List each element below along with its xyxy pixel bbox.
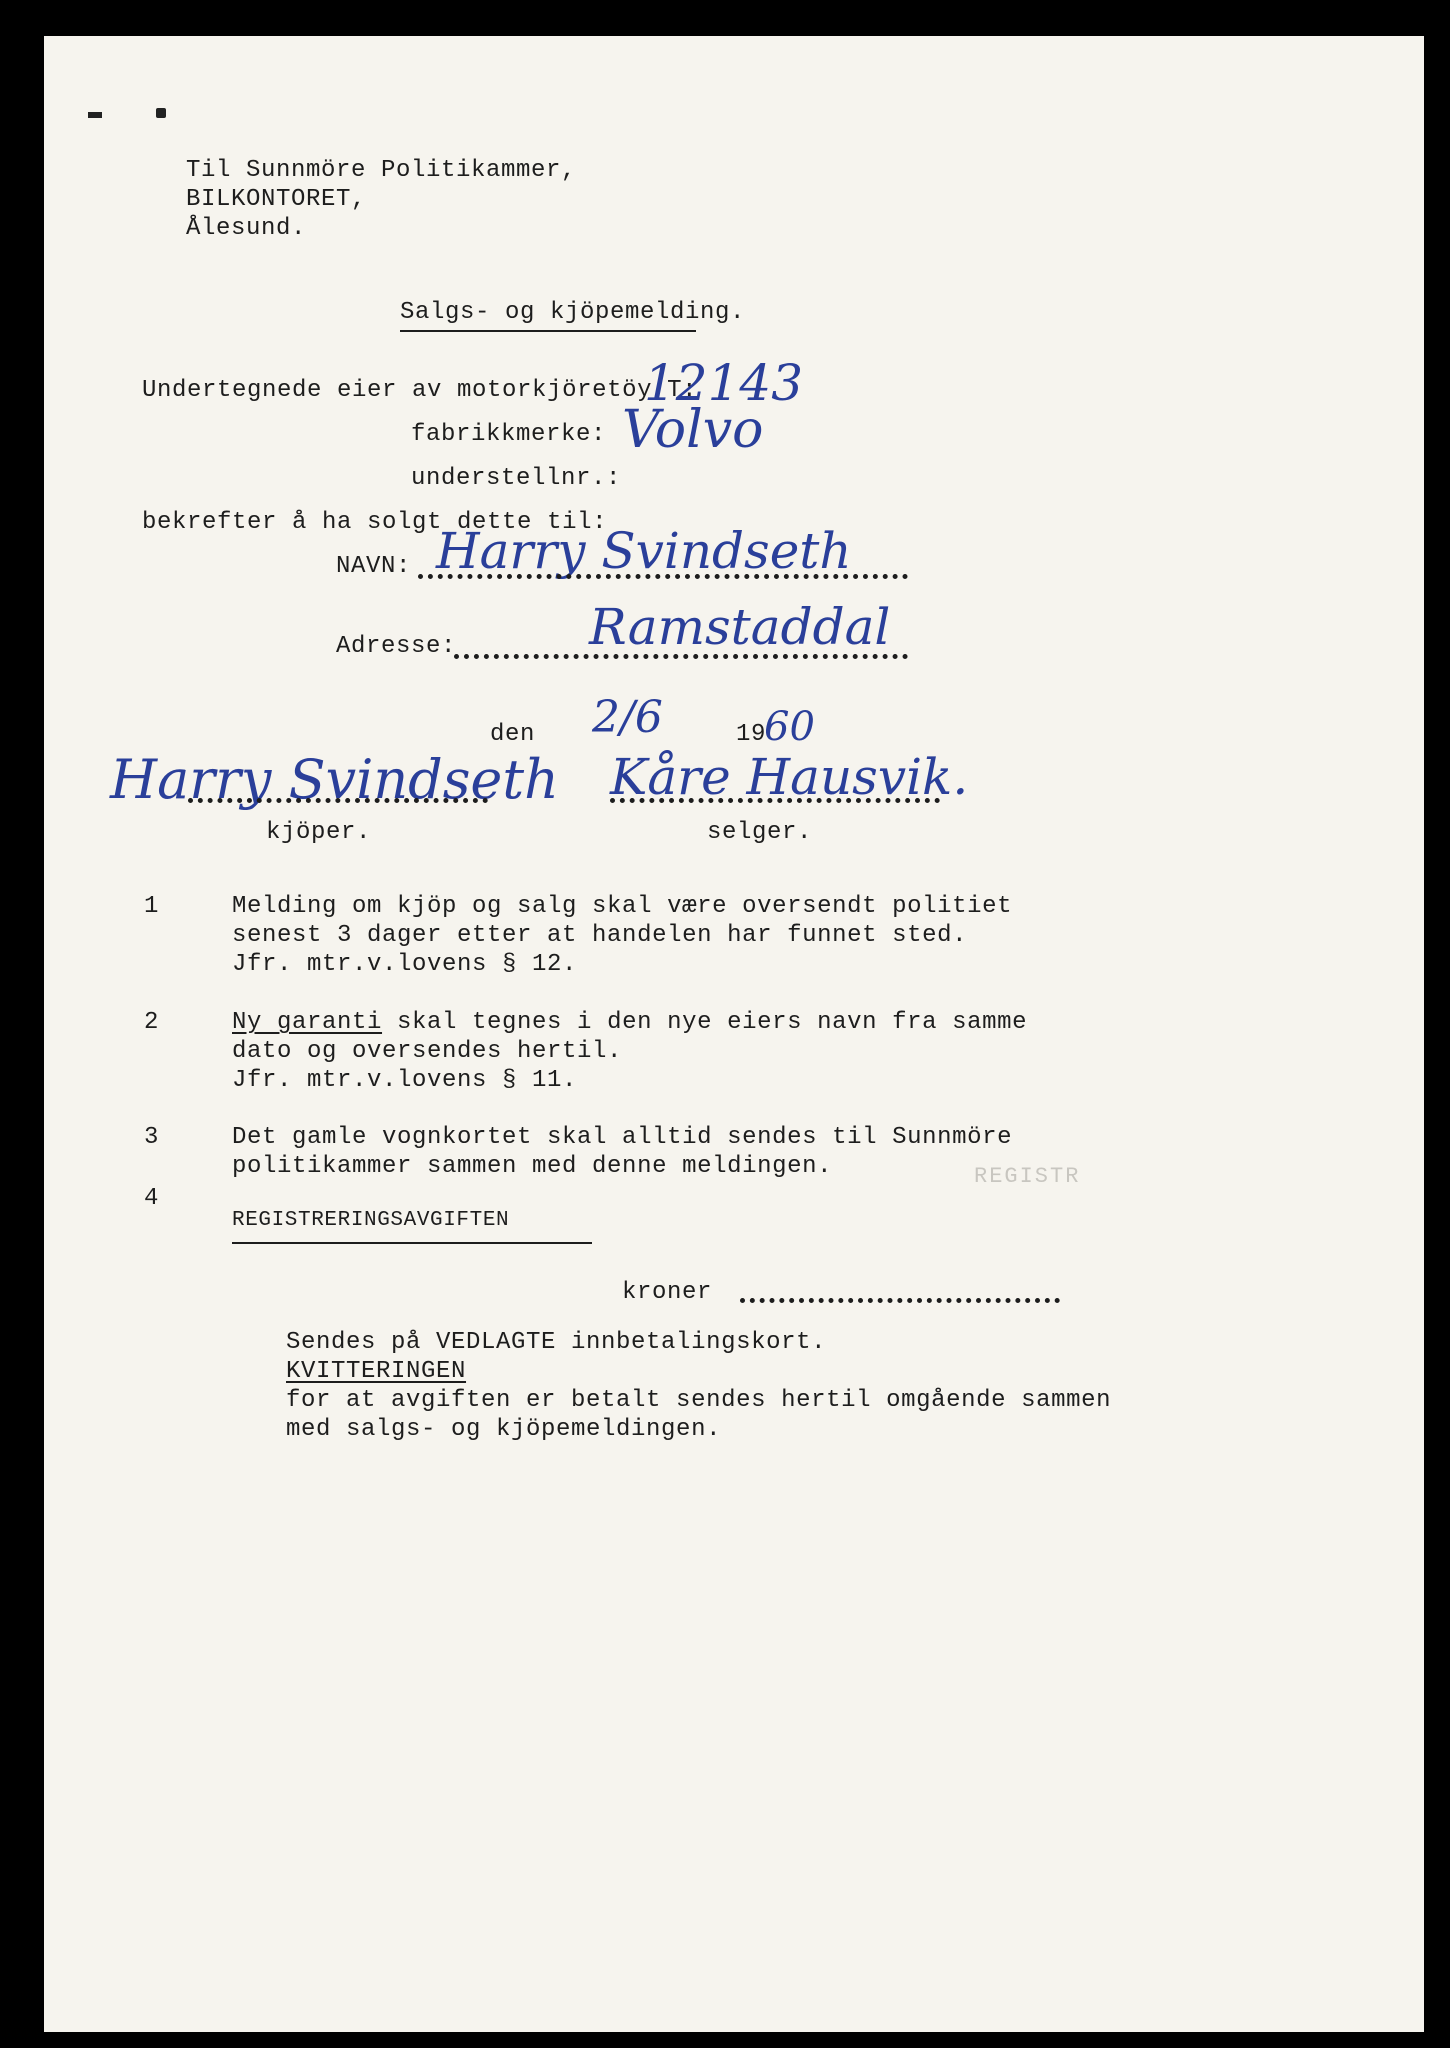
buyer-address-handwritten: Ramstaddal: [589, 598, 891, 656]
send-with-payment-card: Sendes på VEDLAGTE innbetalingskort.: [286, 1329, 827, 1356]
buyer-signature-dotted-line: [188, 798, 488, 803]
note-1-line-3: Jfr. mtr.v.lovens § 12.: [232, 951, 578, 978]
make-handwritten: Volvo: [622, 400, 764, 460]
recipient-line-3: Ålesund.: [186, 215, 307, 242]
seller-signature-dotted-line: [610, 798, 940, 803]
note-1-line-2: senest 3 dager etter at handelen har funnet sted.: [232, 922, 968, 949]
kroner-dotted-line: [740, 1298, 1060, 1303]
buyer-label: kjöper.: [266, 819, 372, 846]
name-label: NAVN:: [336, 553, 412, 580]
recipient-line-1: Til Sunnmöre Politikammer,: [186, 157, 577, 184]
note-4-number: 4: [144, 1185, 160, 1212]
registration-fee-underline: [232, 1242, 592, 1244]
note-2-line-2: dato og oversendes hertil.: [232, 1038, 623, 1065]
date-year-handwritten: 60: [764, 704, 815, 750]
faint-stamp-impression: REGISTR: [974, 1164, 1081, 1189]
note-2-number: 2: [144, 1009, 160, 1036]
note-2-line-1-rest: skal tegnes i den nye eiers navn fra samme: [382, 1009, 1028, 1036]
note-3-line-1: Det gamle vognkortet skal alltid sendes til Sunnmöre: [232, 1124, 1013, 1151]
owner-label: Undertegnede eier av motorkjöretöy T:: [142, 377, 698, 404]
note-1-line-1: Melding om kjöp og salg skal være oversendt politiet: [232, 893, 1013, 920]
new-guarantee-underlined: Ny garanti: [232, 1009, 383, 1036]
note-1-number: 1: [144, 893, 160, 920]
punch-mark-left: [88, 112, 102, 118]
note-2-line-3: Jfr. mtr.v.lovens § 11.: [232, 1067, 578, 1094]
note-3-line-2: politikammer sammen med denne meldingen.: [232, 1153, 833, 1180]
buyer-name-handwritten: Harry Svindseth: [436, 522, 852, 580]
title-underline: [400, 330, 696, 332]
document-page: [44, 36, 1424, 2032]
address-dotted-line: [454, 654, 908, 659]
seller-signature: Kåre Hausvik.: [610, 748, 969, 806]
seller-label: selger.: [707, 819, 813, 846]
date-day-handwritten: 2/6: [592, 692, 663, 743]
note-2-line-1: [232, 1008, 1027, 1037]
document-title: Salgs- og kjöpemelding.: [400, 299, 746, 326]
registration-fee-heading: REGISTRERINGSAVGIFTEN: [232, 1209, 510, 1232]
registration-number-handwritten: 12143: [644, 354, 804, 412]
date-label: den: [490, 721, 536, 748]
date-year-typed: 19: [736, 721, 767, 748]
kroner-label: kroner: [622, 1279, 713, 1306]
make-label: fabrikkmerke:: [411, 421, 607, 448]
punch-mark-right: [156, 108, 166, 118]
chassis-label: understellnr.:: [411, 465, 622, 492]
receipt-line-1: for at avgiften er betalt sendes hertil omgående sammen: [286, 1387, 1112, 1414]
buyer-signature: Harry Svindseth: [110, 748, 559, 811]
receipt-line-2: med salgs- og kjöpemeldingen.: [286, 1416, 722, 1443]
address-label: Adresse:: [336, 633, 457, 660]
name-dotted-line: [418, 574, 908, 579]
recipient-line-2: BILKONTORET,: [186, 186, 367, 213]
receipt-heading: KVITTERINGEN: [286, 1358, 467, 1385]
confirm-sold-text: bekrefter å ha solgt dette til:: [142, 509, 608, 536]
note-3-number: 3: [144, 1124, 160, 1151]
